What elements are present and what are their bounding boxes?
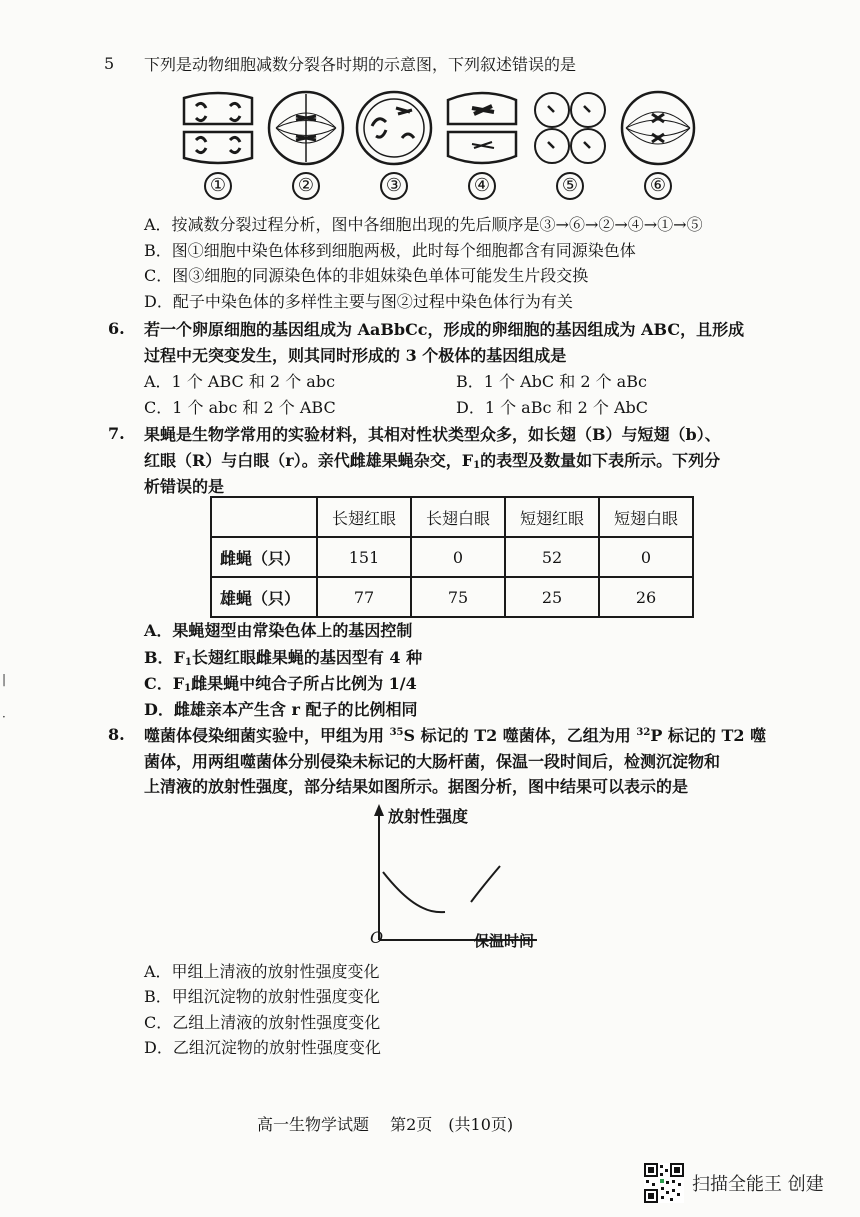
cell-diagram-6 [618,88,698,200]
edge-scan-mark: · [2,710,6,724]
q7-option-d: D．雌雄亲本产生含 r 配子的比例相同 [144,700,418,719]
cell-2-figure [266,88,346,168]
table-cell: 25 [505,577,599,617]
table-header: 短翅红眼 [505,497,599,537]
cell-label-4: ④ [468,172,496,200]
table-cell: 0 [411,537,505,577]
q7-stem-line2-part-b: 的表型及数量如下表所示。下列分 [480,451,721,470]
q8-option-b: B．甲组沉淀物的放射性强度变化 [144,987,380,1006]
q7-option-b-sub: 1 [184,657,192,668]
q6-stem-line1: 若一个卵原细胞的基因组成为 AaBbCc，形成的卵细胞的基因组成为 ABC，且形成 [144,320,745,339]
q7-option-c [144,673,417,695]
graph-curve-rising [471,866,500,902]
q8-stem-line1-part-b: S 标记的 T2 噬菌体，乙组为用 [403,726,637,745]
table-cell: 0 [599,537,693,577]
q7-stem-line2-part-a: 红眼（R）与白眼（r）。亲代雌雄果蝇杂交，F [144,451,474,470]
q8-stem-line3: 上清液的放射性强度，部分结果如图所示。据图分析，图中结果可以表示的是 [144,777,689,796]
cell-1-figure [178,88,258,168]
q6-stem-line2: 过程中无突变发生，则其同时形成的 3 个极体的基因组成是 [144,346,567,365]
graph-origin-label: O [370,928,384,947]
q8-stem-sup-32: 32 [636,727,651,738]
table-header: 长翅白眼 [411,497,505,537]
q7-stem-line3: 析错误的是 [144,477,225,496]
cell-label-2: ② [292,172,320,200]
q7-option-c-pre: C．F [144,674,185,693]
cell-diagram-1 [178,88,258,200]
q8-stem-line1 [144,725,766,747]
table-corner-cell [211,497,317,537]
table-header: 长翅红眼 [317,497,411,537]
q5-number: 5 [104,54,115,73]
q6-option-c: C．1 个 abc 和 2 个 ABC [144,398,336,417]
cell-diagram-4 [442,88,522,200]
q8-stem-line1-part-a: 噬菌体侵染细菌实验中，甲组为用 [144,726,390,745]
edge-scan-mark: | [2,672,7,686]
table-row-label: 雌蝇（只） [211,537,317,577]
table-header-row [211,497,693,537]
cell-6-figure [618,88,698,168]
q7-stem-line2-sub: 1 [473,460,481,471]
cell-diagram-5 [530,88,610,200]
q7-option-c-sub: 1 [184,683,192,694]
table-cell: 52 [505,537,599,577]
q7-option-b-post: 长翅红眼雌果蝇的基因型有 4 种 [191,648,423,667]
page-footer: 高一生物学试题 第2页 (共10页) [257,1115,514,1134]
q5-option-d: D．配子中染色体的多样性主要与图②过程中染色体行为有关 [144,292,573,311]
q5-option-a: A．按减数分裂过程分析，图中各细胞出现的先后顺序是③→⑥→②→④→①→⑤ [144,215,703,234]
q7-stem-line2 [144,450,720,472]
cell-label-5: ⑤ [556,172,584,200]
q5-option-c: C．图③细胞的同源染色体的非姐妹染色单体可能发生片段交换 [144,266,589,285]
q5-stem: 下列是动物细胞减数分裂各时期的示意图，下列叙述错误的是 [144,55,577,74]
qr-code-icon [644,1163,684,1203]
graph-x-label: 保温时间 [474,932,535,950]
q7-option-c-post: 雌果蝇中纯合子所占比例为 1/4 [191,674,417,693]
q7-option-b-pre: B．F [144,648,185,667]
graph-y-label: 放射性强度 [388,807,469,826]
q8-option-d: D．乙组沉淀物的放射性强度变化 [144,1038,381,1057]
q6-option-d: D．1 个 aBc 和 2 个 AbC [456,398,649,417]
table-cell: 151 [317,537,411,577]
q7-data-table [210,496,694,618]
q8-number: 8. [108,725,125,744]
q8-stem-sup-35: 35 [389,727,404,738]
table-row [211,537,693,577]
q5-cell-diagrams [178,88,698,200]
q6-option-a: A．1 个 ABC 和 2 个 abc [144,372,336,391]
q8-stem-line1-part-c: P 标记的 T2 噬 [650,726,767,745]
table-cell: 77 [317,577,411,617]
q7-option-a: A．果蝇翅型由常染色体上的基因控制 [144,621,413,640]
cell-label-6: ⑥ [644,172,672,200]
table-header: 短翅白眼 [599,497,693,537]
q8-option-c: C．乙组上清液的放射性强度变化 [144,1013,381,1032]
q6-number: 6. [108,319,125,338]
cell-label-1: ① [204,172,232,200]
cell-diagram-2 [266,88,346,200]
table-cell: 75 [411,577,505,617]
q6-option-b: B．1 个 AbC 和 2 个 aBc [456,372,647,391]
table-row [211,577,693,617]
graph-y-arrow [374,804,384,816]
cell-5-figure [530,88,610,168]
cell-3-figure [354,88,434,168]
scanner-watermark-text: 扫描全能王 创建 [692,1174,824,1195]
q7-option-b [144,647,422,669]
q8-option-a: A．甲组上清液的放射性强度变化 [144,962,380,981]
q7-stem-line1: 果蝇是生物学常用的实验材料，其相对性状类型众多，如长翅（B）与短翅（b）、 [144,425,721,444]
q7-number: 7. [108,424,125,443]
cell-label-3: ③ [380,172,408,200]
cell-4-figure [442,88,522,168]
cell-diagram-3 [354,88,434,200]
q8-stem-line2: 菌体，用两组噬菌体分别侵染未标记的大肠杆菌，保温一段时间后，检测沉淀物和 [144,752,721,771]
table-cell: 26 [599,577,693,617]
q5-option-b: B．图①细胞中染色体移到细胞两极，此时每个细胞都含有同源染色体 [144,241,636,260]
graph-curve-descending [383,872,445,912]
table-row-label: 雄蝇（只） [211,577,317,617]
